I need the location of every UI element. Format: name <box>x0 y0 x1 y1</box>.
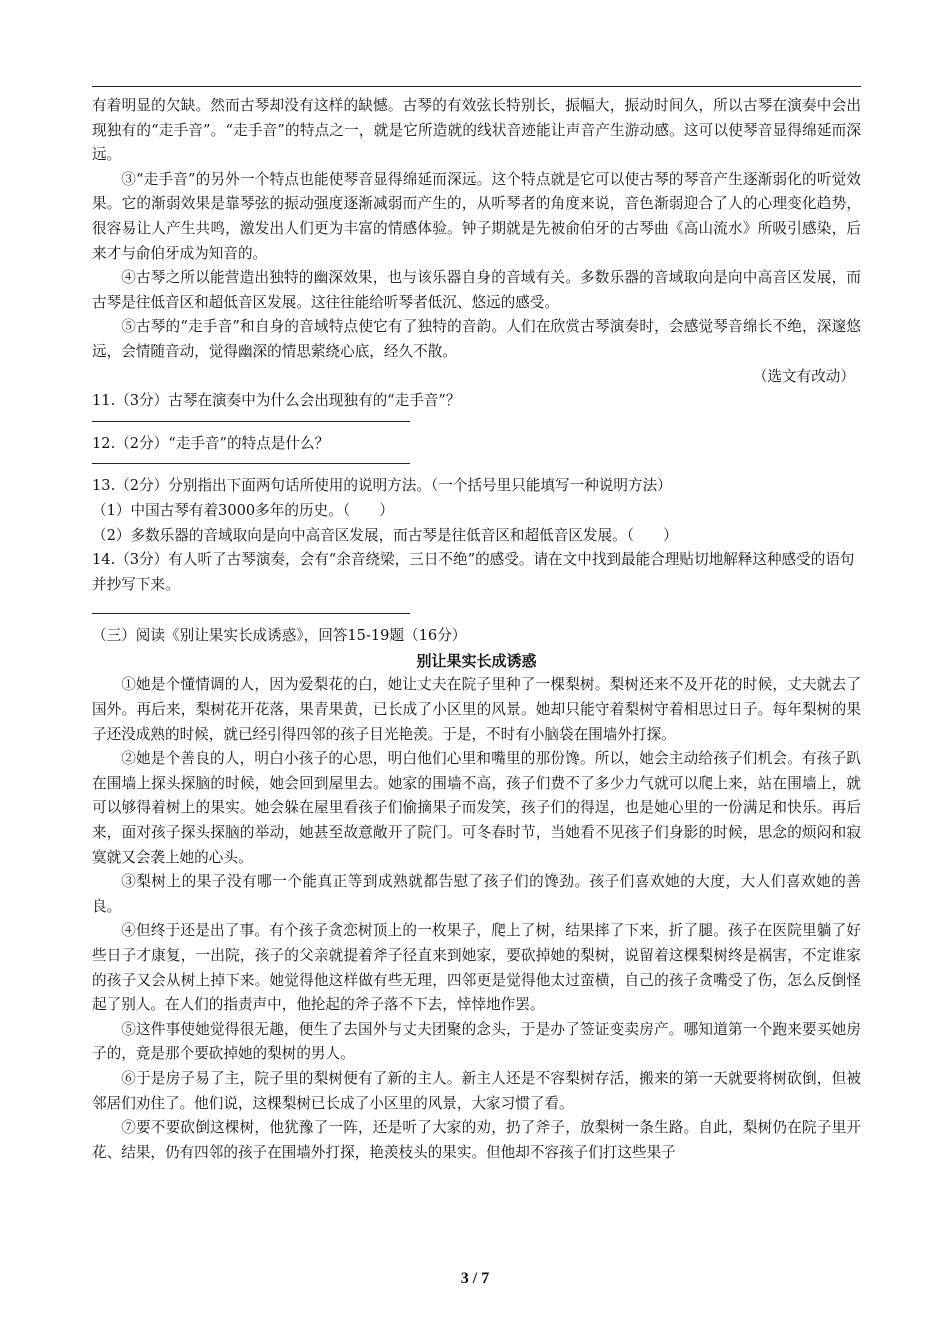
article-paragraph-6: ⑥于是房子易了主，院子里的梨树便有了新的主人。新主人还是不容梨树存活，搬来的第一天就要将树砍倒，但被邻居们劝住了。他们说，这棵梨树已长成了小区里的风景，大家习惯了看。 <box>92 1069 861 1112</box>
answer-line-12[interactable] <box>92 463 410 464</box>
article-title: 别让果实长成诱惑 <box>416 651 537 670</box>
top-divider <box>92 86 861 87</box>
article-paragraph-5: ⑤这件事使她觉得很无趣，便生了去国外与丈夫团聚的念头，于是办了签证变卖房产。哪知道第一个跑来要买她房子的，竟是那个要砍掉她的梨树的男人。 <box>92 1020 861 1063</box>
page-content <box>92 94 861 1165</box>
article-paragraph-4: ④但终于还是出了事。有个孩子贪恋树顶上的一枚果子，爬上了树，结果摔了下来，折了腿。孩子在医院里躺了好些日子才康复，一出院，孩子的父亲就提着斧子径直来到她家，要砍掉她的梨树，说留着这棵梨树终是祸害，不定谁家的孩子又会从树上掉下来。她觉得他这样做有些无理，四邻更是觉得他太过蛮横，自己的孩子贪嘴受了伤，怎么反倒怪起了别人。在人们的指责声中，他抡起的斧子落不下去，悻悻地作罢。 <box>92 922 861 1014</box>
page-number: 3 / 7 <box>460 1270 490 1287</box>
question-11: 11.（3分）古琴在演奏中为什么会出现独有的“走手音”？ <box>92 392 461 410</box>
article-paragraph-2: ②她是个善良的人，明白小孩子的心思，明白他们心里和嘴里的那份馋。所以，她会主动给孩子们机会。有孩子趴在围墙上探头探脑的时候，她会回到屋里去。她家的围墙不高，孩子们费不了多少力气就可以爬上来，站在围墙上，就可以够得着树上的果实。她会躲在屋里看孩子们偷摘果子而发笑，孩子们的得逞，也是她心里的一份满足和快乐。再后来，面对孩子探头探脑的举动，她甚至故意敞开了院门。可冬春时节，当她看不见孩子们身影的时候，思念的烦闷和寂寞就又会袭上她的心头。 <box>92 750 861 866</box>
article-paragraph-1: ①她是个懂情调的人，因为爱梨花的白，她让丈夫在院子里种了一棵梨树。梨树还来不及开花的时候，丈夫就去了国外。再后来，梨树花开花落，果青果黄，已长成了小区里的风景。她却只能守着梨树守着相思过日子。每年梨树的果子还没成熟的时候，就已经引得四邻的孩子目光艳羡。于是，不时有小脑袋在围墙外打探。 <box>92 676 861 743</box>
question-13: 13.（2分）分别指出下面两句话所使用的说明方法。（一个括号里只能填写一种说明方法） <box>92 477 672 495</box>
question-13-part-1: （1）中国古琴有着3000多年的历史。（ ） <box>92 501 394 519</box>
passage-paragraph-5: ⑤古琴的“走手音”和自身的音域特点使它有了独特的音韵。人们在欣赏古琴演奏时，会感觉琴音绵长不绝，深邃悠远，会情随音动，觉得幽深的情思萦绕心底，经久不散。 <box>92 318 861 360</box>
article-paragraph-3: ③梨树上的果子没有哪一个能真正等到成熟就都告慰了孩子们的馋劲。孩子们喜欢她的大度，大人们喜欢她的善良。 <box>92 873 861 915</box>
question-12: 12.（2分）“走手音”的特点是什么？ <box>92 434 330 452</box>
passage-paragraph-2-tail: 有着明显的欠缺。然而古琴却没有这样的缺憾。古琴的有效弦长特别长，振幅大，振动时间久，所以古琴在演奏中会出现独有的“走手音”。“走手音”的特点之一，就是它所造就的线状音迹能让声音产生游动感。这可以使琴音显得绵延而深远。 <box>92 97 861 164</box>
article-paragraph-7: ⑦要不要砍倒这棵树，他犹豫了一阵，还是听了大家的劝，扔了斧子，放梨树一条生路。自此，梨树仍在院子里开花、结果，仍有四邻的孩子在围墙外打探，艳羡枝头的果实。但他却不容孩子们打这些果子 <box>92 1119 861 1161</box>
passage-paragraph-4: ④古琴之所以能营造出独特的幽深效果，也与该乐器自身的音域有关。多数乐器的音域取向是向中高音区发展，而古琴是往低音区和超低音区发展。这往往能给听琴者低沉、悠远的感受。 <box>92 269 861 311</box>
question-14: 14.（3分）有人听了古琴演奏，会有“余音绕梁，三日不绝”的感受。请在文中找到最能合理贴切地解释这种感受的语句并抄写下来。 <box>92 551 855 593</box>
section-3-heading: （三）阅读《别让果实长成诱惑》，回答15-19题（16分） <box>92 627 467 645</box>
answer-line-14[interactable] <box>92 613 410 614</box>
question-13-part-2: （2）多数乐器的音域取向是向中高音区发展，而古琴是往低音区和超低音区发展。（ ） <box>92 526 678 544</box>
passage-paragraph-3: ③“走手音”的另外一个特点也能使琴音显得绵延而深远。这个特点就是它可以使古琴的琴音产生逐渐弱化的听觉效果。它的渐弱效果是靠琴弦的振动强度逐渐减弱而产生的，从听琴者的角度来说，音色渐弱迎合了人的心理变化趋势，很容易让人产生共鸣，激发出人们更为丰富的情感体验。钟子期就是先被俞伯牙的古琴曲《高山流水》所吸引感染，后来才与俞伯牙成为知音的。 <box>92 170 861 262</box>
source-note: （选文有改动） <box>752 367 855 385</box>
answer-line-11[interactable] <box>92 421 410 422</box>
